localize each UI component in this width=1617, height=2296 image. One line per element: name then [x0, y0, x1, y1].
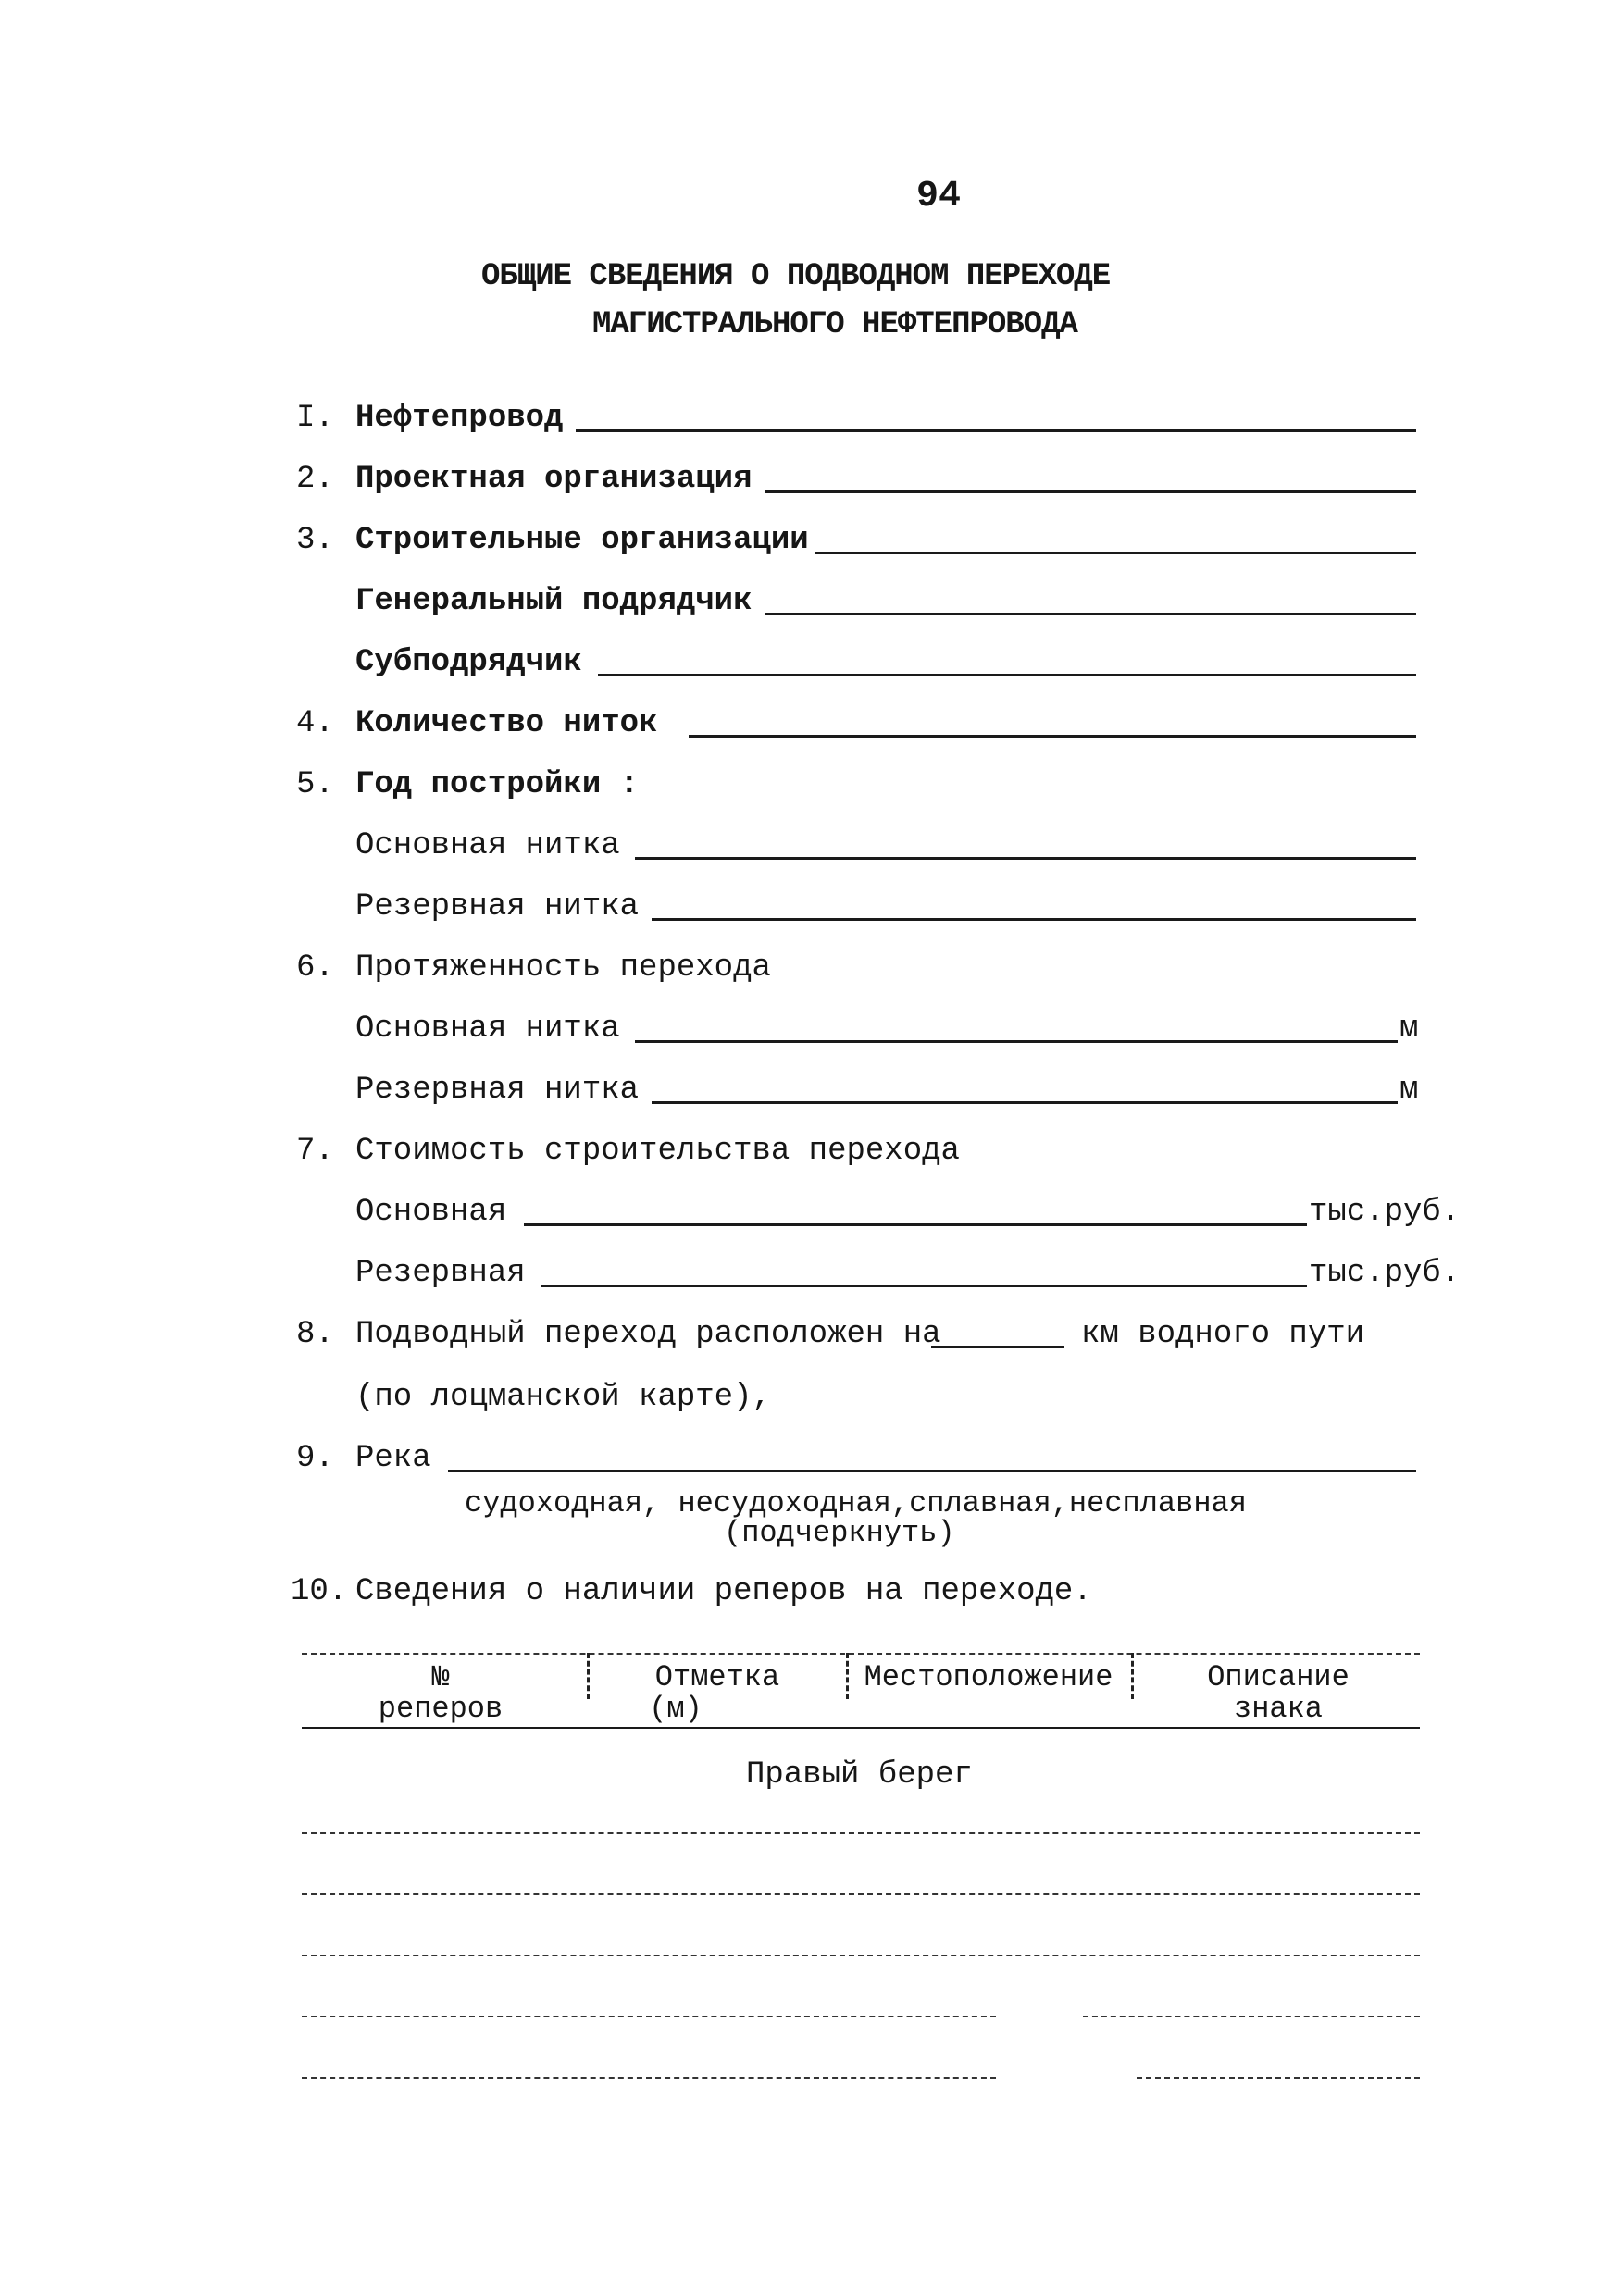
length-main-field[interactable]: [635, 1040, 1398, 1043]
item-1-label: Нефтепровод: [355, 401, 564, 436]
item-8b-label: (по лоцманской карте),: [355, 1380, 771, 1415]
item-10-label: Сведения о наличии реперов на переходе.: [355, 1574, 1092, 1609]
title-line-2: МАГИСТРАЛЬНОГО НЕФТЕПРОВОДА: [592, 307, 1077, 342]
river-field[interactable]: [448, 1470, 1416, 1472]
item-4-number: 4.: [296, 706, 334, 741]
item-7a-unit: тыс.руб.: [1309, 1195, 1461, 1230]
table-row-rule[interactable]: [302, 1893, 1420, 1895]
item-3a-label: Генеральный подрядчик: [355, 584, 753, 619]
table-col-separator: [846, 1653, 849, 1699]
waterway-km-field[interactable]: [931, 1346, 1064, 1348]
table-header-description-l2: знака: [1233, 1692, 1323, 1726]
item-3-label: Строительные организации: [355, 523, 809, 558]
item-5-number: 5.: [296, 767, 334, 802]
table-row-rule[interactable]: [302, 2016, 996, 2017]
build-year-main-field[interactable]: [635, 857, 1416, 860]
table-col-separator: [1131, 1653, 1134, 1699]
general-contractor-field[interactable]: [765, 613, 1416, 615]
design-organization-field[interactable]: [765, 490, 1416, 493]
item-9-number: 9.: [296, 1441, 334, 1476]
table-row-rule[interactable]: [302, 1832, 1420, 1834]
item-6b-unit: м: [1399, 1073, 1419, 1108]
subcontractor-field[interactable]: [598, 674, 1416, 676]
river-options: судоходная, несудоходная,сплавная,несплавная: [465, 1486, 1247, 1520]
item-2-label: Проектная организация: [355, 462, 753, 497]
item-1-number: I.: [296, 401, 334, 436]
item-6-number: 6.: [296, 950, 334, 986]
item-7b-label: Резервная: [355, 1256, 526, 1291]
item-9-label: Река: [355, 1441, 431, 1476]
length-reserve-field[interactable]: [652, 1101, 1398, 1104]
build-year-reserve-field[interactable]: [652, 918, 1416, 921]
item-7-number: 7.: [296, 1134, 334, 1169]
item-8-number: 8.: [296, 1317, 334, 1352]
table-row-rule[interactable]: [302, 1955, 1420, 1956]
item-6a-label: Основная нитка: [355, 1011, 620, 1047]
item-6-label: Протяженность перехода: [355, 950, 771, 986]
item-7b-unit: тыс.руб.: [1309, 1256, 1461, 1291]
item-8-label-before: Подводный переход расположен на: [355, 1317, 941, 1352]
item-7-label: Стоимость строительства перехода: [355, 1134, 960, 1169]
item-2-number: 2.: [296, 462, 334, 497]
table-header-number-l2: реперов: [378, 1692, 504, 1726]
table-header-elevation-l2: (м): [649, 1692, 703, 1726]
title-line-1: ОБЩИЕ СВЕДЕНИЯ О ПОДВОДНОМ ПЕРЕХОДЕ: [481, 259, 1111, 294]
item-5b-label: Резервная нитка: [355, 889, 640, 925]
table-header-location: Местоположение: [864, 1660, 1113, 1694]
item-8-label-after: км водного пути: [1081, 1317, 1365, 1352]
table-header-description-l1: Описание: [1207, 1660, 1350, 1694]
table-section-label: Правый берег: [746, 1757, 973, 1793]
pipeline-field[interactable]: [576, 429, 1416, 432]
construction-organizations-field[interactable]: [815, 552, 1416, 554]
table-col-separator: [587, 1653, 590, 1699]
item-5-label: Год постройки :: [355, 767, 640, 802]
page-number: 94: [916, 176, 962, 217]
item-10-number: 10.: [291, 1574, 348, 1609]
table-top-rule: [302, 1653, 1420, 1655]
table-row-rule[interactable]: [1137, 2077, 1420, 2079]
table-row-rule[interactable]: [1083, 2016, 1420, 2017]
table-header-rule: [302, 1727, 1420, 1729]
table-header-number-l1: №: [431, 1660, 450, 1694]
item-5a-label: Основная нитка: [355, 828, 620, 863]
item-6b-label: Резервная нитка: [355, 1073, 640, 1108]
item-7a-label: Основная: [355, 1195, 507, 1230]
cost-reserve-field[interactable]: [541, 1285, 1307, 1287]
table-header-elevation-l1: Отметка: [654, 1660, 780, 1694]
item-4-label: Количество ниток: [355, 706, 658, 741]
item-3b-label: Субподрядчик: [355, 645, 582, 680]
item-3-number: 3.: [296, 523, 334, 558]
cost-main-field[interactable]: [524, 1223, 1307, 1226]
river-options-hint: (подчеркнуть): [724, 1516, 955, 1550]
strands-count-field[interactable]: [689, 735, 1416, 738]
item-6a-unit: м: [1399, 1011, 1419, 1047]
table-row-rule[interactable]: [302, 2077, 996, 2079]
